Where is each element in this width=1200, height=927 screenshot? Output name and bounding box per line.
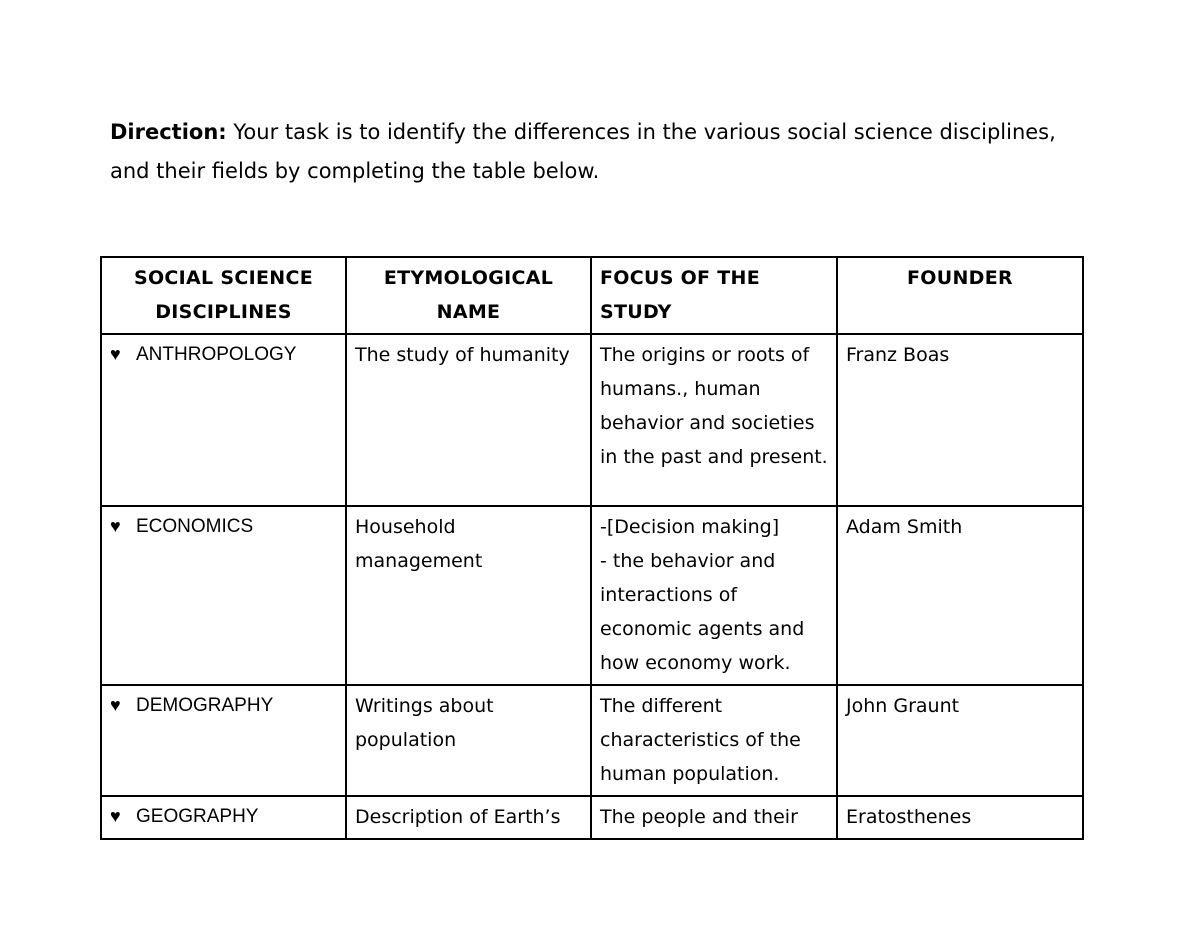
heart-icon: ♥ (110, 344, 121, 364)
discipline-name: ECONOMICS (136, 516, 254, 537)
header-etymological-name: ETYMOLOGICAL NAME (346, 257, 591, 334)
heart-icon: ♥ (110, 516, 121, 536)
focus-cell (591, 685, 837, 796)
direction-label: Direction: (110, 120, 227, 144)
heart-icon: ♥ (110, 806, 121, 826)
focus-text: The different characteristics of the human population. (600, 695, 807, 785)
focus-cell (591, 334, 837, 506)
founder-text: Eratosthenes (846, 806, 972, 828)
discipline-cell (101, 685, 346, 796)
founder-cell (837, 506, 1083, 685)
table-header-row (101, 257, 1083, 334)
etymological-cell (346, 796, 591, 839)
focus-text: -[Decision making] - the behavior and interactions of economic agents and how economy work. (600, 516, 805, 674)
etymological-cell (346, 685, 591, 796)
discipline-cell (101, 334, 346, 506)
etymological-text: Household management (355, 516, 483, 572)
table-row (101, 506, 1083, 685)
direction-paragraph (110, 113, 1070, 191)
discipline-name: GEOGRAPHY (136, 806, 259, 827)
founder-text: Franz Boas (846, 344, 950, 366)
discipline-cell (101, 796, 346, 839)
header-discipline: SOCIAL SCIENCE DISCIPLINES (101, 257, 346, 334)
header-founder: FOUNDER (837, 257, 1083, 334)
founder-text: Adam Smith (846, 516, 963, 538)
founder-cell (837, 796, 1083, 839)
etymological-text: Writings about population (355, 695, 500, 751)
focus-text: The people and their (600, 806, 798, 828)
focus-text: The origins or roots of humans., human behavior and societies in the past and present. (600, 344, 828, 468)
disciplines-table (100, 256, 1084, 840)
table-row (101, 685, 1083, 796)
etymological-cell (346, 334, 591, 506)
table-row (101, 796, 1083, 839)
etymological-text: The study of humanity (355, 344, 570, 366)
direction-text: Your task is to identify the differences in the various social science disciplines, and their fields by completing the table below. (110, 120, 1056, 183)
discipline-name: DEMOGRAPHY (136, 695, 274, 716)
founder-cell (837, 685, 1083, 796)
etymological-cell (346, 506, 591, 685)
heart-icon: ♥ (110, 695, 121, 715)
header-focus-of-study: FOCUS OF THE STUDY (591, 257, 837, 334)
discipline-name: ANTHROPOLOGY (136, 344, 297, 365)
focus-cell (591, 796, 837, 839)
founder-cell (837, 334, 1083, 506)
discipline-cell (101, 506, 346, 685)
focus-cell (591, 506, 837, 685)
table-row (101, 334, 1083, 506)
etymological-text: Description of Earth’s (355, 806, 561, 828)
founder-text: John Graunt (846, 695, 960, 717)
